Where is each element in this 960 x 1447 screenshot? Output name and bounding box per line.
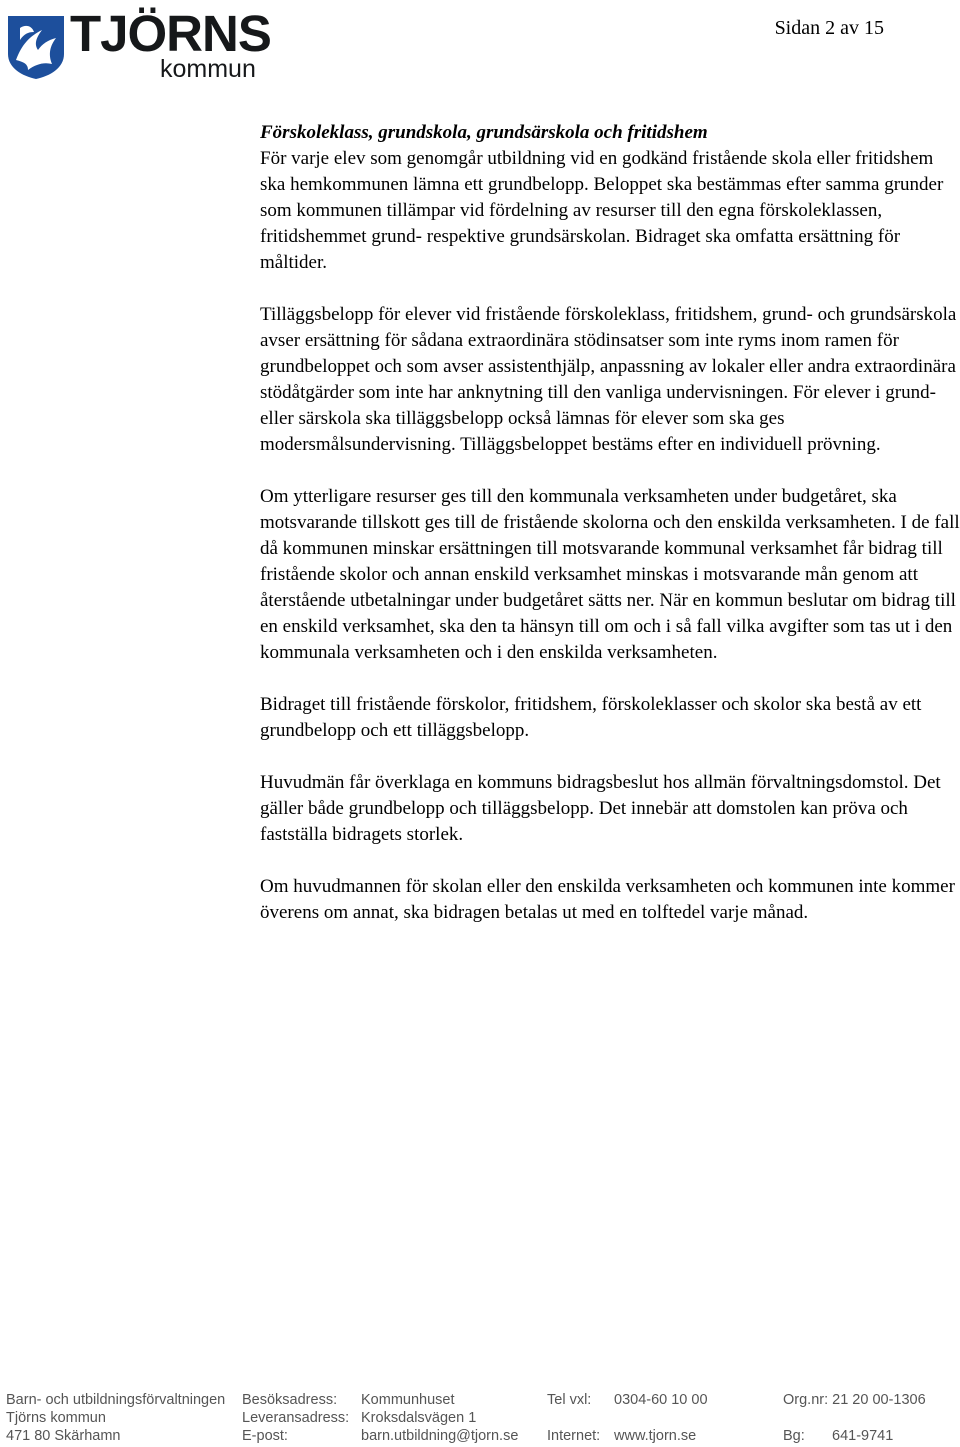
section-heading: Förskoleklass, grundskola, grundsärskola och fritidshem bbox=[260, 122, 708, 143]
footer-row bbox=[6, 1391, 956, 1409]
footer-cell: Kroksdalsvägen 1 bbox=[361, 1410, 477, 1426]
footer-row bbox=[6, 1427, 956, 1445]
footer-cell: 641-9741 bbox=[832, 1428, 894, 1444]
paragraph: Bidraget till fristående förskolor, fritidshem, förskoleklasser och skolor ska bestå av ett grundbelopp och ett tilläggsbelopp. bbox=[260, 694, 922, 741]
paragraph bbox=[260, 120, 960, 276]
paragraph-text: För varje elev som genomgår utbildning vid en godkänd fristående skola eller fritidshem ska hemkommunen lämna ett grundbelopp. Beloppet ska bestämmas efter samma grunder som kommunen tillämpar vid fördelning av resurser till den egna förskoleklassen, fritidshemmet grund- respektive grundsärskolan. Bidraget ska omfatta ersättning för måltider. bbox=[260, 148, 944, 273]
footer-cell: Tel vxl: bbox=[547, 1392, 592, 1408]
logo-name: TJÖRNS bbox=[70, 5, 271, 62]
footer-cell: Bg: bbox=[783, 1428, 805, 1444]
tjorns-kommun-logo bbox=[4, 5, 271, 83]
paragraph: Huvudmän får överklaga en kommuns bidragsbeslut hos allmän förvaltningsdomstol. Det gäller både grundbelopp och tilläggsbelopp. Det innebär att domstolen kan pröva och fastställa bidragets storlek. bbox=[260, 772, 941, 845]
footer-cell: Leveransadress: bbox=[242, 1410, 350, 1426]
paragraph: Tilläggsbelopp för elever vid fristående förskoleklass, fritidshem, grund- och grundsärskola avser ersättning för sådana extraordinära stödinsatser som inte ryms inom ramen för grundbeloppet och som avser assistenthjälp, anpassning av lokaler eller andra extraordinära stödåtgärder som inte har anknytning till den vanliga undervisningen. För elever i grund- eller särskola ska tilläggsbelopp också lämnas för elever som ska ges modersmålsundervisning. Tilläggsbeloppet bestäms efter en individuell prövning. bbox=[260, 304, 957, 455]
municipal-shield-icon bbox=[6, 14, 66, 80]
page-indicator: Sidan 2 av 15 bbox=[774, 17, 884, 39]
document-body bbox=[260, 120, 960, 952]
page-footer bbox=[6, 1391, 956, 1445]
footer-cell: Internet: bbox=[547, 1428, 601, 1444]
footer-cell: Org.nr: 21 20 00-1306 bbox=[783, 1392, 926, 1408]
footer-cell: E-post: bbox=[242, 1428, 288, 1444]
footer-website-link[interactable]: www.tjorn.se bbox=[614, 1428, 697, 1444]
footer-cell: Besöksadress: bbox=[242, 1392, 338, 1408]
paragraph: Om huvudmannen för skolan eller den enskilda verksamheten och kommunen inte kommer överens om annat, ska bidragen betalas ut med en tolftedel varje månad. bbox=[260, 876, 955, 923]
footer-cell: 471 80 Skärhamn bbox=[6, 1428, 121, 1444]
footer-cell: 0304-60 10 00 bbox=[614, 1392, 708, 1408]
logo-sub: kommun bbox=[160, 55, 256, 83]
footer-email-link[interactable]: barn.utbildning@tjorn.se bbox=[361, 1428, 519, 1444]
paragraph: Om ytterligare resurser ges till den kommunala verksamheten under budgetåret, ska motsvarande tillskott ges till de fristående skolorna och den enskilda verksamheten. I de fall då kommunen minskar ersättningen till motsvarande kommunal verksamhet får bidrag till fristående skolor och annan enskild verksamhet minskas i motsvarande mån genom att återstående utbetalningar under budgetåret sätts ner. När en kommun beslutar om bidrag till en enskild verksamhet, ska den ta hänsyn till om och i så fall vilka avgifter som tas ut i den kommunala verksamheten och i den enskilda verksamheten. bbox=[260, 486, 960, 663]
footer-cell: Tjörns kommun bbox=[6, 1410, 106, 1426]
footer-row bbox=[6, 1409, 956, 1427]
footer-cell: Barn- och utbildningsförvaltningen bbox=[6, 1392, 226, 1408]
footer-cell: Kommunhuset bbox=[361, 1392, 455, 1408]
